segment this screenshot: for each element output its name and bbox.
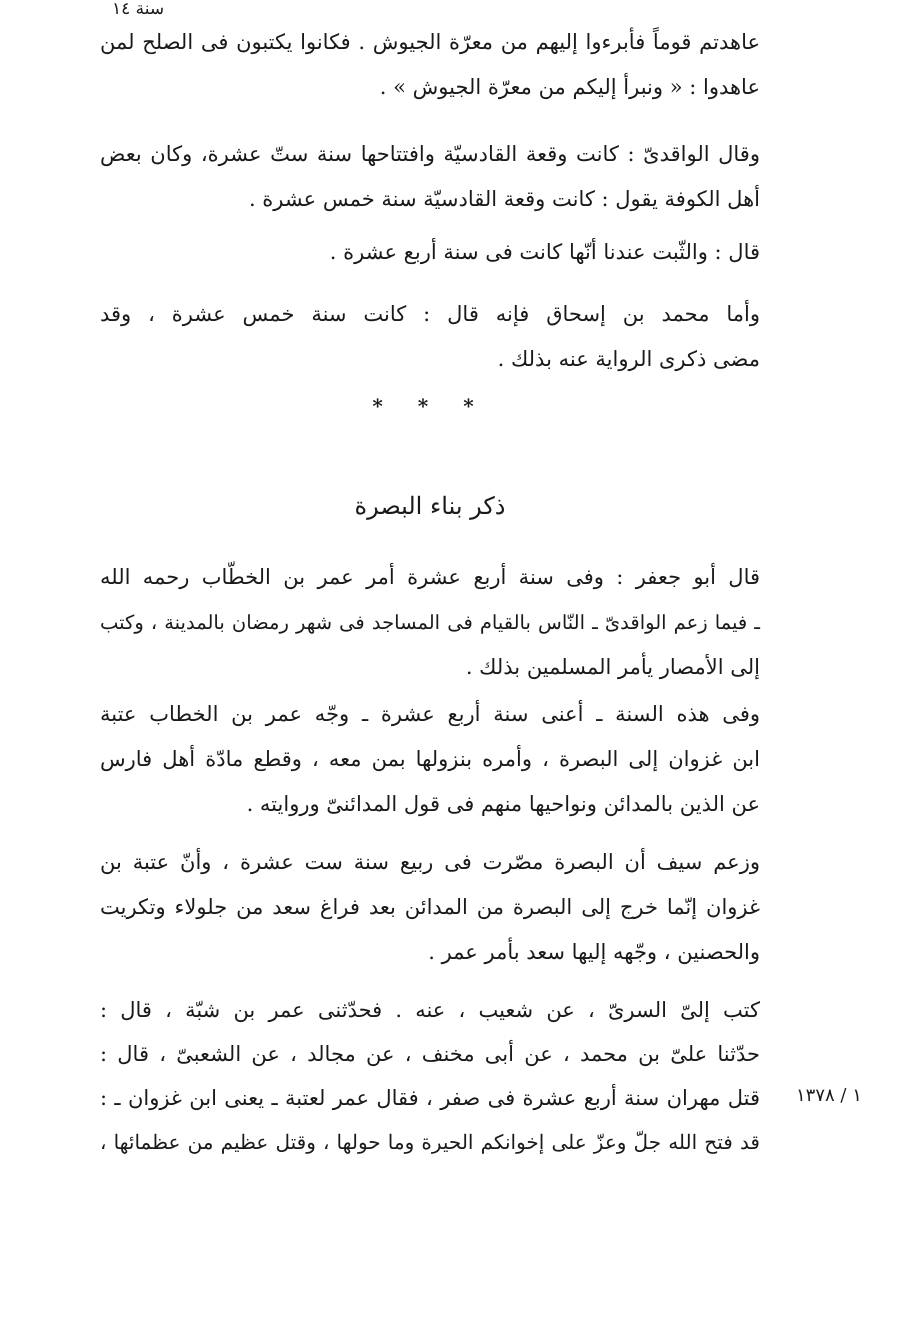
text-line: وأما محمد بن إسحاق فإنه قال : كانت سنة خمس عشرة ، وقد [100,302,760,326]
paragraph [100,292,760,382]
text-line: أهل الكوفة يقول : كانت وقعة القادسيّة سنة خمس عشرة . [248,187,760,211]
text-line: قتل مهران سنة أربع عشرة فى صفر ، فقال عمر لعتبة ـ يعنى ابن غزوان ـ : [100,1086,760,1110]
text-line: وقال الواقدىّ : كانت وقعة القادسيّة وافتتاحها سنة ستّ عشرة، وكان بعض [100,142,760,166]
text-line: ـ فيما زعم الواقدىّ ـ النّاس بالقيام فى المساجد فى شهر رمضان بالمدينة ، وكتب [100,611,760,634]
text-line: وزعم سيف أن البصرة مصّرت فى ربيع سنة ست عشرة ، وأنّ عتبة بن [100,850,760,874]
text-line: قال : والثّبت عندنا أنّها كانت فى سنة أربع عشرة . [329,240,760,264]
paragraph [100,555,760,690]
text-line: عاهدتم قوماً فأبرءوا إليهم من معرّة الجيوش . فكانوا يكتبون فى الصلح لمن [100,30,760,54]
margin-page-reference: ١ / ١٣٧٨ [796,1085,862,1106]
text-line: ابن غزوان إلى البصرة ، وأمره بنزولها بمن معه ، وقطع مادّة أهل فارس [100,747,760,771]
section-separator: * * * [372,394,488,418]
paragraph [100,988,760,1164]
text-line: حدّثنا علىّ بن محمد ، عن أبى مخنف ، عن مجالد ، عن الشعبىّ ، قال : [100,1042,760,1066]
paragraph [100,230,760,275]
text-line: قد فتح الله جلّ وعزّ على إخوانكم الحيرة وما حولها ، وقتل عظيم من عظمائها ، [100,1130,760,1154]
text-line: كتب إلىّ السرىّ ، عن شعيب ، عنه . فحدّثنى عمر بن شبّة ، قال : [100,998,760,1022]
text-line: إلى الأمصار يأمر المسلمين بذلك . [465,655,760,679]
paragraph [100,840,760,975]
text-line: والحصنين ، وجّهه إليها سعد بأمر عمر . [428,940,760,964]
section-title: ذكر بناء البصرة [354,492,506,520]
paragraph [100,132,760,222]
text-line: مضى ذكرى الرواية عنه بذلك . [497,347,760,371]
text-line: عن الذين بالمدائن ونواحيها منهم فى قول المدائنىّ وروايته . [246,792,760,816]
paragraph [100,20,760,110]
text-line: قال أبو جعفر : وفى سنة أربع عشرة أمر عمر بن الخطّاب رحمه الله [100,565,760,589]
text-line: وفى هذه السنة ـ أعنى سنة أربع عشرة ـ وجّه عمر بن الخطاب عتبة [100,702,760,726]
text-line: عاهدوا : « ونبرأ إليكم من معرّة الجيوش » . [379,75,760,99]
paragraph [100,692,760,827]
text-line: غزوان إنّما خرج إلى البصرة من المدائن بعد فراغ سعد من جلولاء وتكريت [100,895,760,919]
running-header: سنة ١٤ [112,0,165,19]
